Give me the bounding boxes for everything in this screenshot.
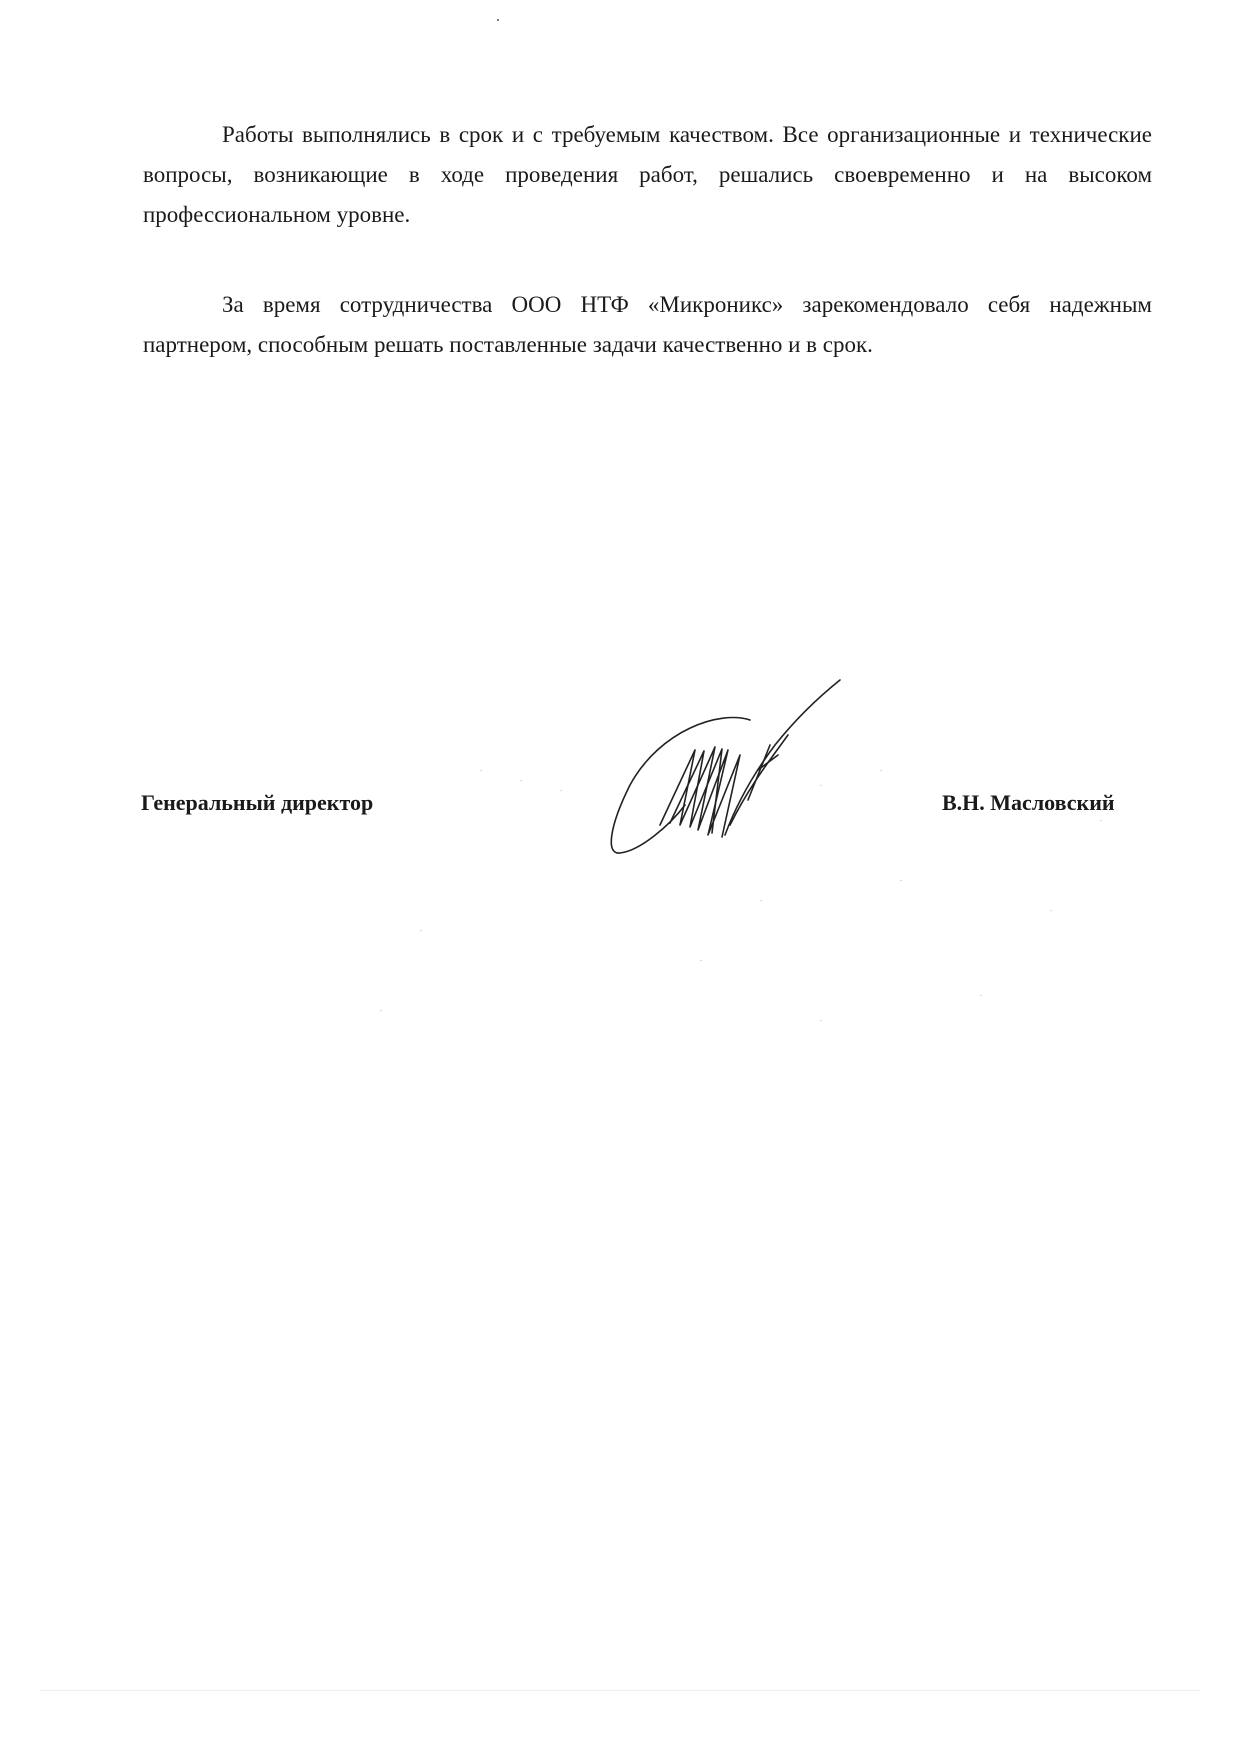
paragraph-work-quality: Работы выполнялись в срок и с требуемым качеством. Все организационные и технические вопросы, возникающие в ходе проведения работ, решались своевременно и на высоком профессиональном уровне. [143,122,1152,227]
scan-speck [497,19,499,21]
handwritten-signature [600,675,850,865]
paragraph-cooperation: За время сотрудничества ООО НТФ «Микроникс» зарекомендовало себя надежным партнером, способным решать поставленные задачи качественно и в срок. [143,292,1152,357]
signatory-title: Генеральный директор [141,790,374,815]
signatory-name: В.Н. Масловский [942,790,1115,815]
